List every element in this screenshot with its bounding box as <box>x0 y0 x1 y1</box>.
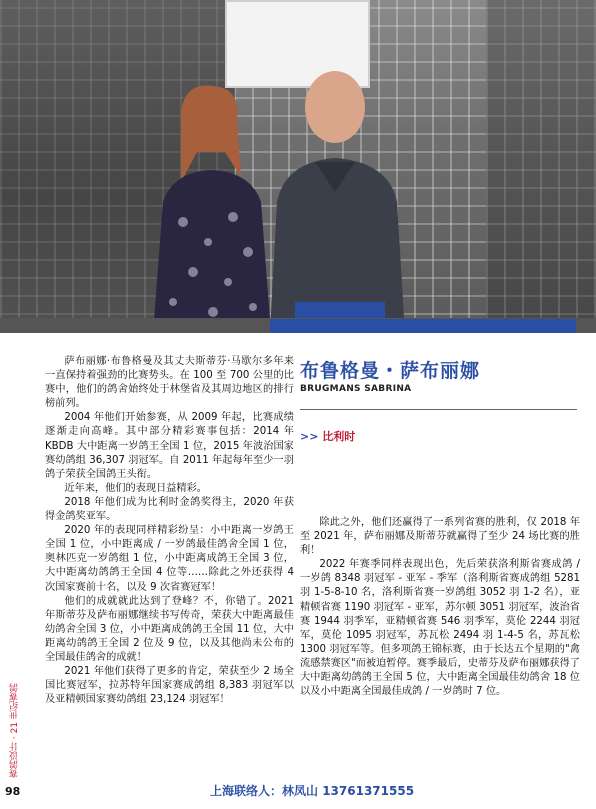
right-text-column <box>300 516 580 699</box>
paragraph: 2020 年的表现同样精彩纷呈：小中距离一岁鸽王全国 1 位，小中距离成 / 一岁鸽最佳鸽舍全国 1 位，奥林匹克一岁鸽组 1 位，小中距离成鸽王全国 3 位，大中距离幼鸽鸽王全国 4 位等……除此之外还获得 4 次国家赛前十名，以及 9 次省赛冠军！ <box>45 525 294 593</box>
page-number: 98 <box>5 785 21 798</box>
double-chevron-icon: >> <box>300 430 319 443</box>
title-divider <box>300 409 577 410</box>
paragraph: 2004 年他们开始参赛，从 2009 年起，比赛成绩逐渐走向高峰。其中部分精彩赛事包括：2014 年 KBDB 大中距离一岁鸽王全国 1 位，2015 年波治国家赛幼鸽组 36,307 羽冠军。自 2011 年起每年至少一羽鸽子荣获全国鸽王头衔。 <box>45 412 294 480</box>
paragraph: 2022 年赛季同样表现出色，先后荣获洛利斯省赛成鸽 / 一岁鸽 8348 羽冠军 - 亚军 - 季军（洛利斯省赛成鸽组 5281 羽 1-5-8-10 名，洛利斯省赛一岁鸽组 3052 羽 1-2 名），亚精顿省赛 1190 羽冠军 - 亚军，苏尔顿 3051 羽冠军，波治省赛 1944 羽季军，亚精顿省赛 546 羽季军，莫伦 2244 羽冠军，莫伦 1095 羽冠军，苏瓦松 2494 羽 1-4-5 名，苏瓦松 1300 羽冠军等。但多项鸽王锦标赛，由于长达五个星期的"禽流感禁赛区"而被迫暂停。赛季最后，史蒂芬及萨布丽娜获得了大中距离幼鸽鸽王全国 5 位，大中距离全国最佳幼鸽舍 18 位以及小中距离全国最佳成鸽 / 一岁鸽时 7 位。 <box>300 559 580 698</box>
magazine-side-label: 赛鸽设计 · 21 世纪赛鸽 <box>10 683 20 778</box>
paragraph: 2021 年他们获得了更多的肯定，荣获至少 2 场全国比赛冠军，拉苏特年国家赛成鸽组 8,383 羽冠军以及亚精顿国家赛幼鸽组 23,124 羽冠军！ <box>45 666 294 706</box>
loft-right-section <box>486 0 596 333</box>
contact-name-phone: 林凤山 13761371555 <box>282 784 415 798</box>
hero-photo <box>0 0 596 333</box>
man-figure <box>265 62 415 333</box>
paragraph: 近年来，他们的表现日益精彩。 <box>64 482 207 494</box>
country-label: 比利时 <box>322 430 356 443</box>
paragraph: 除此之外，他们还赢得了一系列省赛的胜利，仅 2018 年至 2021 年，萨布丽娜及斯蒂芬就赢得了至少 24 场比赛的胜利！ <box>300 517 580 557</box>
paragraph: 2018 年他们成为比利时金鸽奖得主，2020 年获得金鸽奖亚军。 <box>45 496 294 523</box>
contact-label: 上海联络人： <box>210 784 283 798</box>
paragraph: 他们的成就就此达到了登峰？不，你错了。2021 年斯蒂芬及萨布丽娜继续书写传奇，荣获大中距离最佳幼鸽舍全国 3 位，小中距离成鸽鸽王全国 11 位，大中距离幼鸽鸽王全国 2 位及 9 位，以及其他尚未公布的全国最佳鸽舍的成就！ <box>45 595 294 663</box>
article-title: 布鲁格曼・萨布丽娜 <box>300 360 481 382</box>
left-text-column <box>45 355 294 707</box>
paragraph: 萨布丽娜·布鲁格曼及其丈夫斯蒂芬·马歇尔多年来一直保持着强劲的比赛势头。在 100 至 700 公里的比赛中，他们的鸽舍始终处于林堡省及其周边地区的排行榜前列。 <box>45 356 294 410</box>
country-section-heading <box>300 428 355 444</box>
blue-accent-bar <box>270 319 576 333</box>
woman-figure <box>133 82 283 333</box>
footer-contact <box>210 782 414 799</box>
article-subtitle: BRUGMANS SABRINA <box>300 384 412 394</box>
